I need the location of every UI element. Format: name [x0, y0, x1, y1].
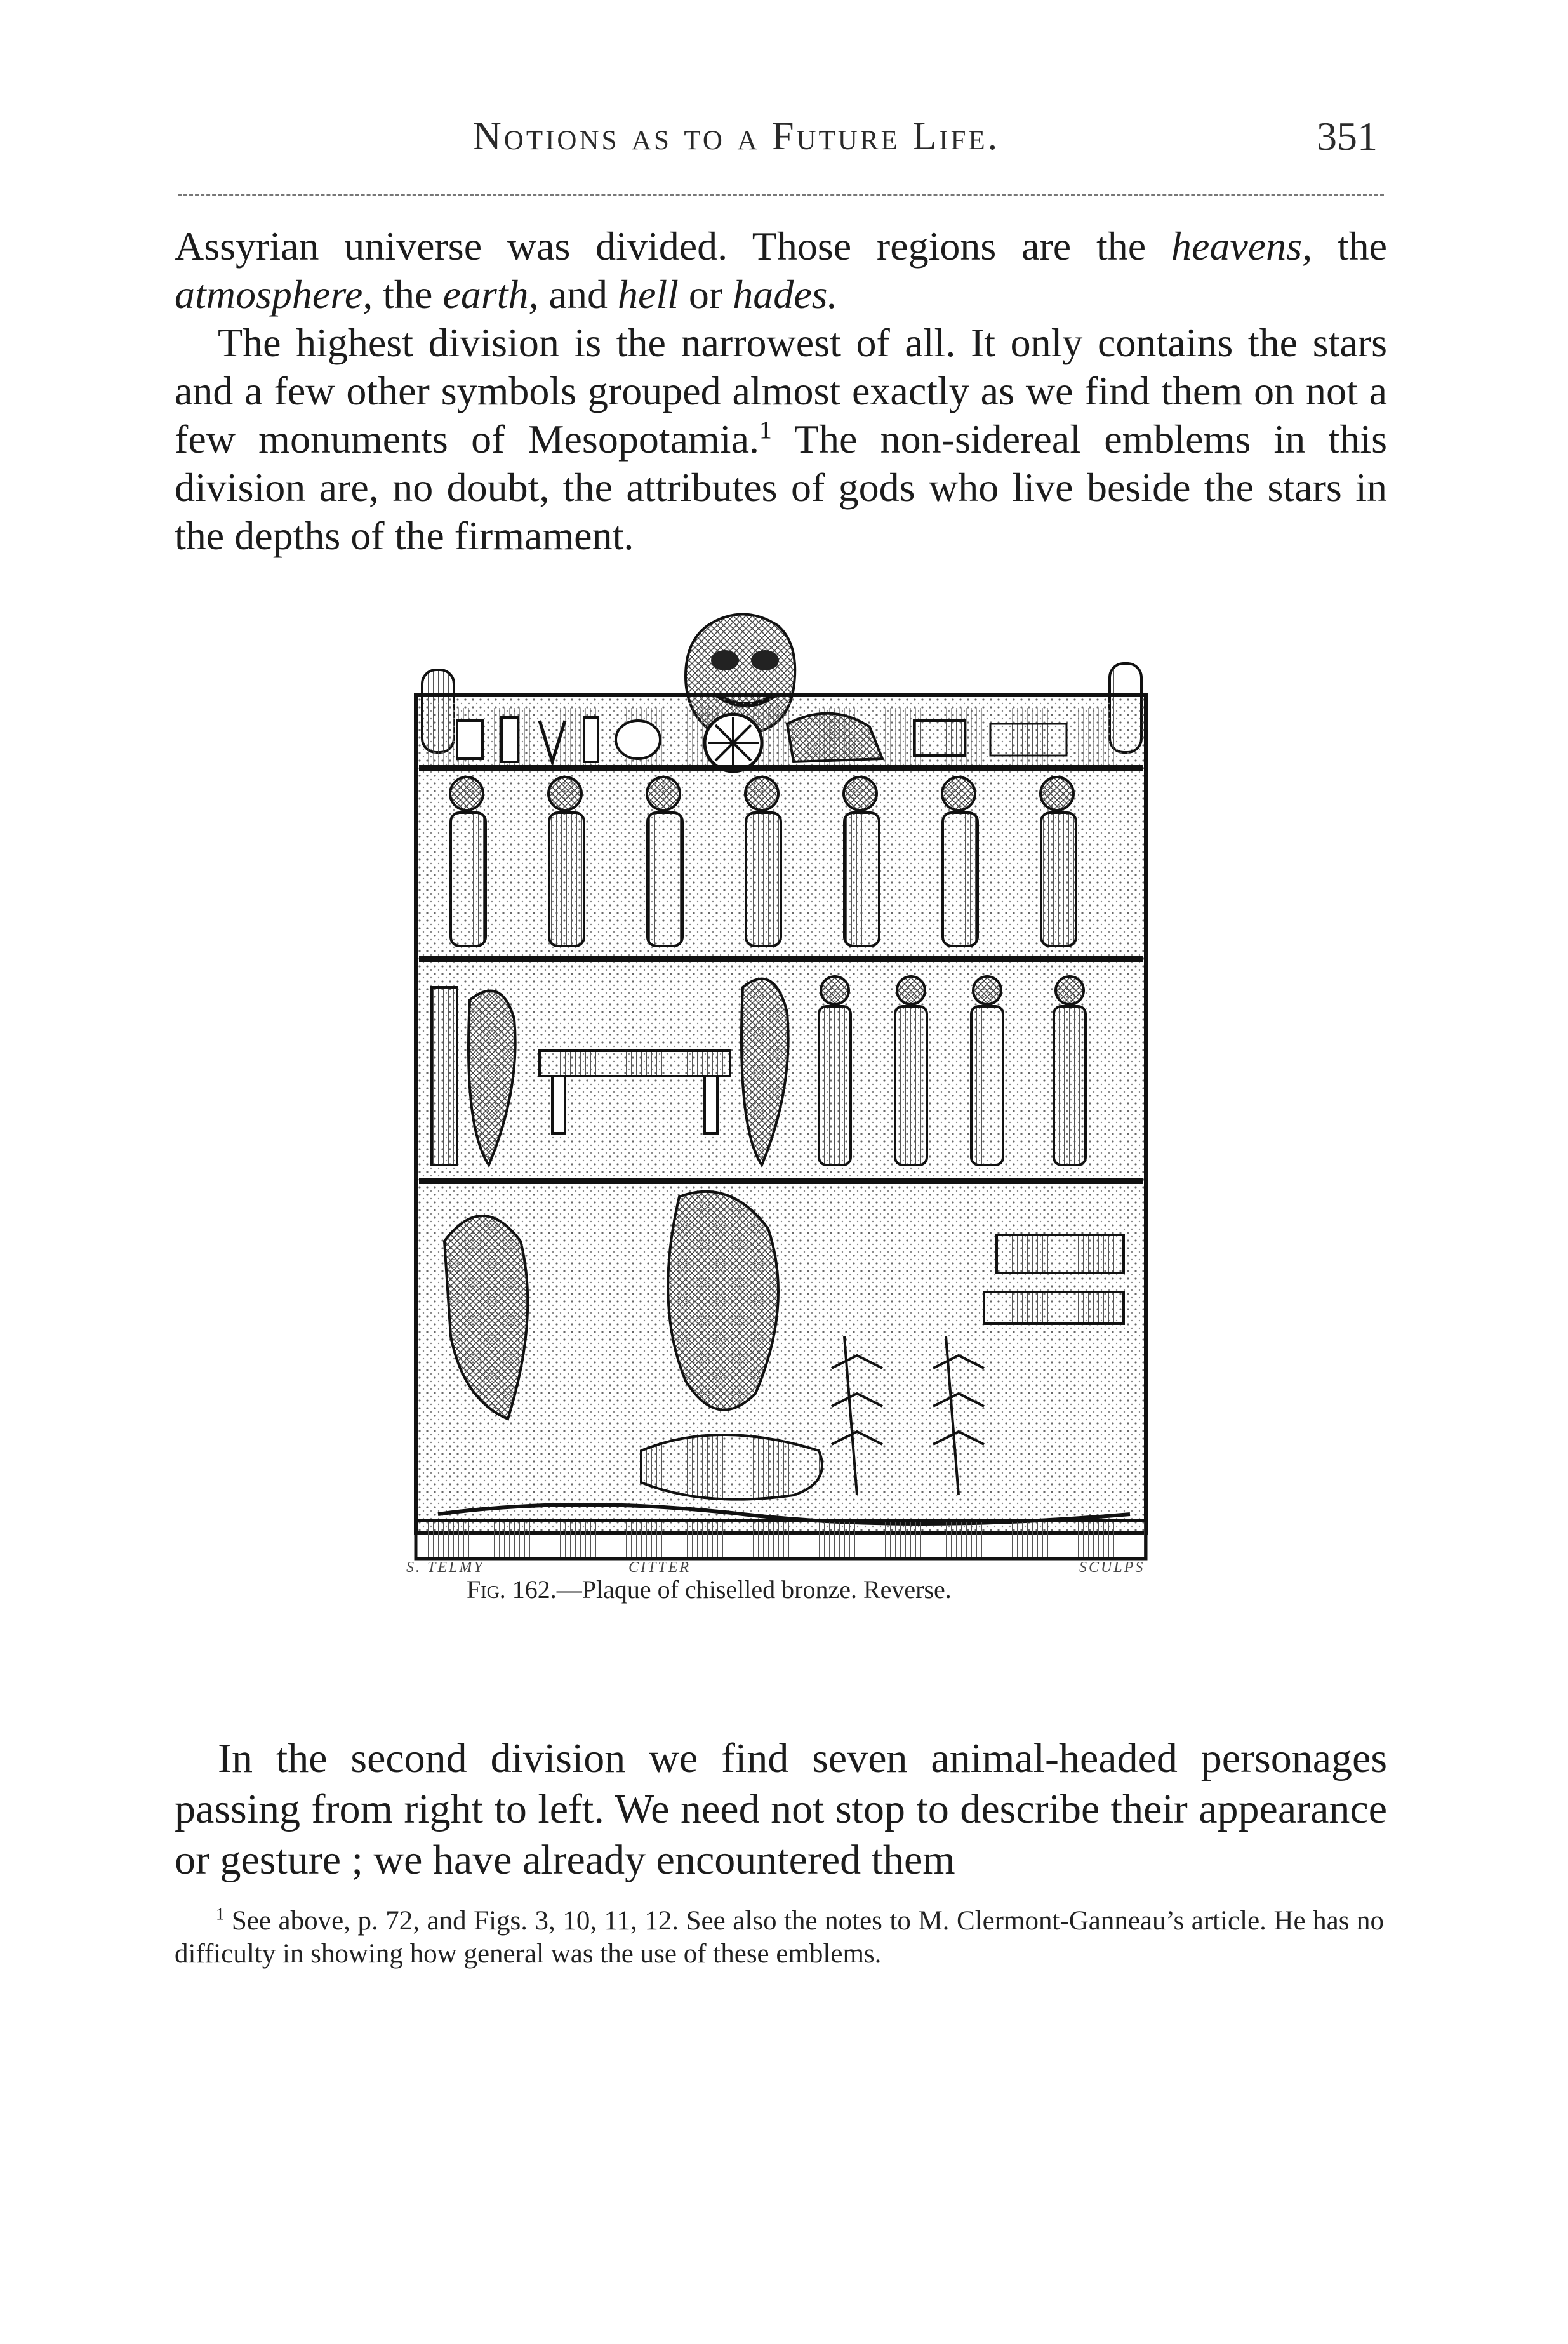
italic-term-earth: earth,: [442, 272, 539, 317]
figure-plaque-illustration: [387, 606, 1165, 1562]
text-run: The highest division is the narrowest of all. It only contains the stars and a few other symbols grouped almost exactly as we find them on not a few monuments of Mesopotamia.: [175, 320, 1387, 462]
text-run: Assyrian universe was divided. Those regions are the: [175, 223, 1171, 269]
header-rule: [178, 194, 1384, 196]
footnote-reference[interactable]: 1: [759, 416, 772, 444]
footnote: [175, 1905, 1384, 1971]
figure-caption: [467, 1575, 1133, 1604]
plaque-engraving: [387, 606, 1165, 1562]
paragraph-continued: [175, 222, 1387, 319]
figure-number: Fig. 162.: [467, 1575, 557, 1604]
italic-term-atmosphere: atmosphere,: [175, 272, 373, 317]
text-run: or: [678, 272, 733, 317]
register-heavens: [425, 708, 1136, 771]
footnote-text: [175, 1905, 1384, 1971]
text-run: the: [1312, 223, 1388, 269]
text-run: and: [538, 272, 618, 317]
italic-term-hades: hades.: [733, 272, 838, 317]
top-body-text: [175, 222, 1387, 560]
engraver-signature-left: S. TELMY: [406, 1559, 484, 1576]
paragraph-second-division: In the second division we find seven animal-headed personages passing from right to left. We need not stop to describe their appearance or gesture ; we have already encountered them: [175, 1735, 1387, 1883]
engraver-signature-right: SCULPS: [1079, 1559, 1145, 1576]
caption-text: —Plaque of chiselled bronze. Reverse.: [556, 1575, 952, 1604]
footnote-body: See above, p. 72, and Figs. 3, 10, 11, 12. See also the notes to M. Clermont-Ganneau’s article. He has no difficulty in showing how general was the use of these emblems.: [175, 1906, 1384, 1969]
paragraph-highest-division: [175, 319, 1387, 560]
italic-term-heavens: heavens,: [1171, 223, 1313, 269]
text-run: The non-sidereal emblems in this division are, no doubt, the attributes of gods who live beside the stars in the depths of the firmament.: [175, 416, 1388, 558]
bottom-body-text: [175, 1733, 1387, 1886]
engraver-signature-mid: CITTER: [628, 1559, 691, 1576]
italic-term-hell: hell: [617, 272, 679, 317]
running-head: Notions as to a Future Life.: [473, 115, 1000, 158]
footnote-marker: 1: [216, 1904, 225, 1924]
text-run: the: [373, 272, 443, 317]
page-number: 351: [1317, 114, 1378, 159]
plaque-base: [416, 1521, 1146, 1559]
